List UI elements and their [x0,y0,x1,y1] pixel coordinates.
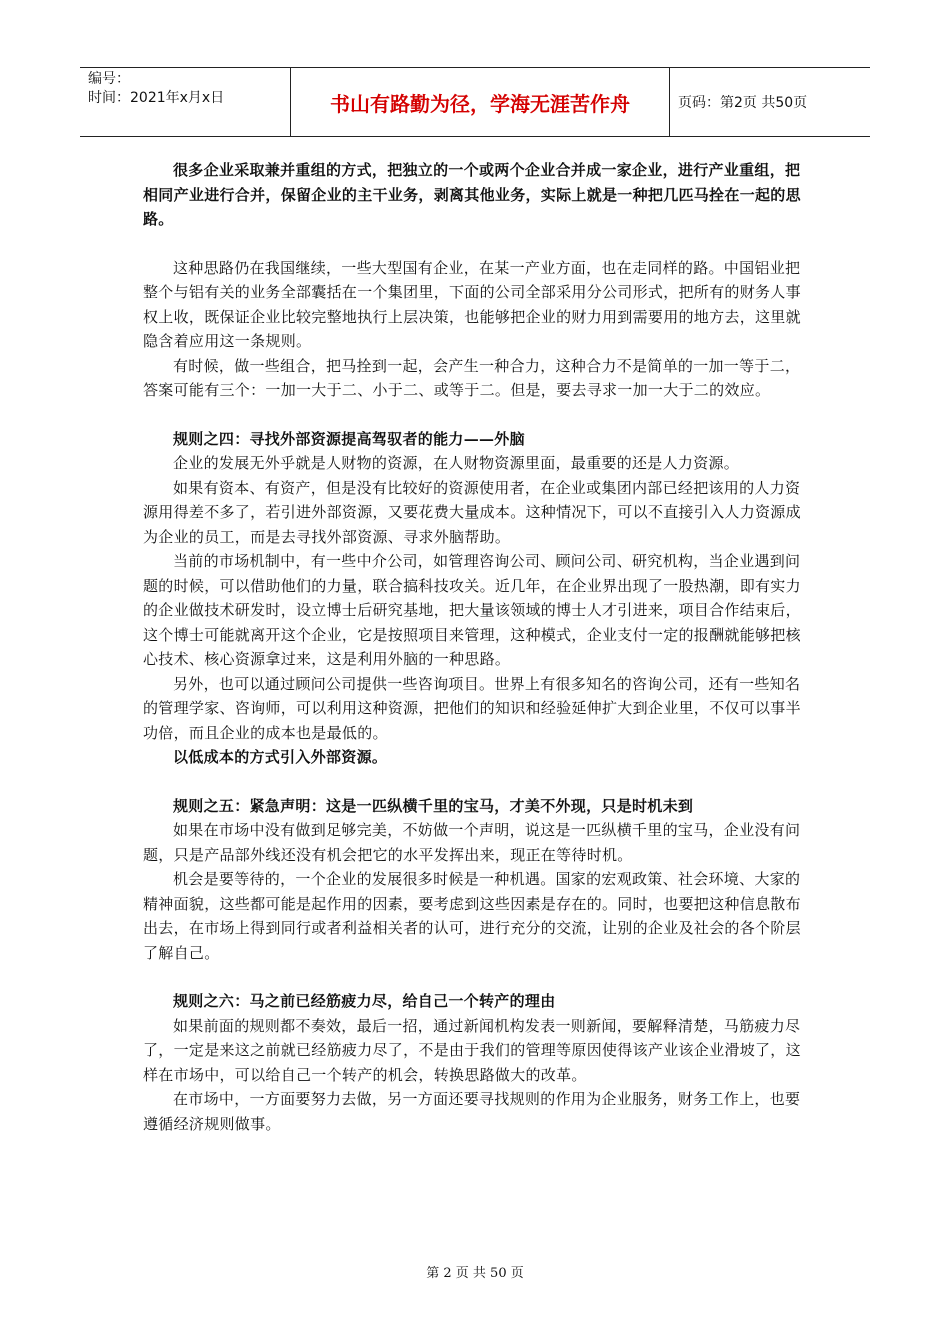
paragraph-spacer [143,403,808,427]
paragraph: 如果在市场中没有做到足够完美，不妨做一个声明，说这是一匹纵横千里的宝马，企业没有问题，只是产品部外线还没有机会把它的水平发挥出来，现正在等待时机。 [143,821,801,864]
header-page-info: 页码：第2页 共50页 [678,95,808,111]
paragraph: 这种思路仍在我国继续，一些大型国有企业，在某一产业方面，也在走同样的路。中国铝业把整个与铝有关的业务全部囊括在一个集团里，下面的公司全部采用分公司形式，把所有的财务人事权上收，既保证企业比较完整地执行上层决策，也能够把企业的财力用到需要用的地方去，这里就隐含着应用这一条规则。 [143,258,801,350]
header-motto: 书山有路勤为径，学海无涯苦作舟 [291,68,670,136]
document-body [143,158,808,1136]
paragraph-spacer [143,965,808,989]
paragraph-spacer [143,232,808,256]
bold-paragraph: 很多企业采取兼并重组的方式，把独立的一个或两个企业合并成一家企业，进行产业重组，把相同产业进行合并，保留企业的主干业务，剥离其他业务，实际上就是一种把几匹马拴在一起的思路。 [143,161,801,228]
bold-paragraph: 以低成本的方式引入外部资源。 [173,748,388,766]
document-number-label: 编号： [88,71,130,87]
paragraph: 机会是要等待的，一个企业的发展很多时候是一种机遇。国家的宏观政策、社会环境、大家的精神面貌，这些都可能是起作用的因素，要考虑到这些因素是存在的。同时，也要把这种信息散布出去，在市场上得到同行或者利益相关者的认可，进行充分的交流，让别的企业及社会的各个阶层了解自己。 [143,870,801,962]
page-header [80,67,870,137]
bold-paragraph: 规则之五：紧急声明：这是一匹纵横千里的宝马，才美不外现，只是时机未到 [173,796,694,815]
paragraph: 另外，也可以通过顾问公司提供一些咨询项目。世界上有很多知名的咨询公司，还有一些知名的管理学家、咨询师，可以利用这种资源，把他们的知识和经验延伸扩大到企业里，不仅可以事半功倍，而且企业的成本也是最低的。 [143,674,801,742]
paragraph: 有时候，做一些组合，把马拴到一起，会产生一种合力，这种合力不是简单的一加一等于二，答案可能有三个：一加一大于二、小于二、或等于二。但是，要去寻求一加一大于二的效应。 [143,356,801,399]
bold-paragraph: 规则之四：寻找外部资源提高驾驭者的能力——外脑 [173,429,525,448]
paragraph: 企业的发展无外乎就是人财物的资源，在人财物资源里面，最重要的还是人力资源。 [173,454,740,472]
document-date: 时间：2021年x月x日 [88,90,225,106]
paragraph-spacer [143,770,808,794]
paragraph: 当前的市场机制中，有一些中介公司，如管理咨询公司、顾问公司、研究机构，当企业遇到问题的时候，可以借助他们的力量，联合搞科技攻关。近几年，在企业界出现了一股热潮，即有实力的企业做技术研发时，设立博士后研究基地，把大量该领域的博士人才引进来，项目合作结束后，这个博士可能就离开这个企业，它是按照项目来管理，这种模式，企业支付一定的报酬就能够把核心技术、核心资源拿过来，这是利用外脑的一种思路。 [143,552,801,668]
page-footer: 第 2 页 共 50 页 [426,1266,524,1281]
bold-paragraph: 规则之六：马之前已经筋疲力尽，给自己一个转产的理由 [173,992,556,1010]
paragraph: 在市场中，一方面要努力去做，另一方面还要寻找规则的作用为企业服务，财务工作上，也要遵循经济规则做事。 [143,1090,801,1133]
paragraph: 如果前面的规则都不奏效，最后一招，通过新闻机构发表一则新闻，要解释清楚，马筋疲力尽了，一定是来这之前就已经筋疲力尽了，不是由于我们的管理等原因使得该产业该企业滑坡了，这样在市场中，可以给自己一个转产的机会，转换思路做大的改革。 [143,1016,801,1084]
paragraph: 如果有资本、有资产，但是没有比较好的资源使用者，在企业或集团内部已经把该用的人力资源用得差不多了，若引进外部资源，又要花费大量成本。这种情况下，可以不直接引入人力资源成为企业的员工，而是去寻找外部资源、寻求外脑帮助。 [143,478,801,546]
header-meta [80,68,291,136]
